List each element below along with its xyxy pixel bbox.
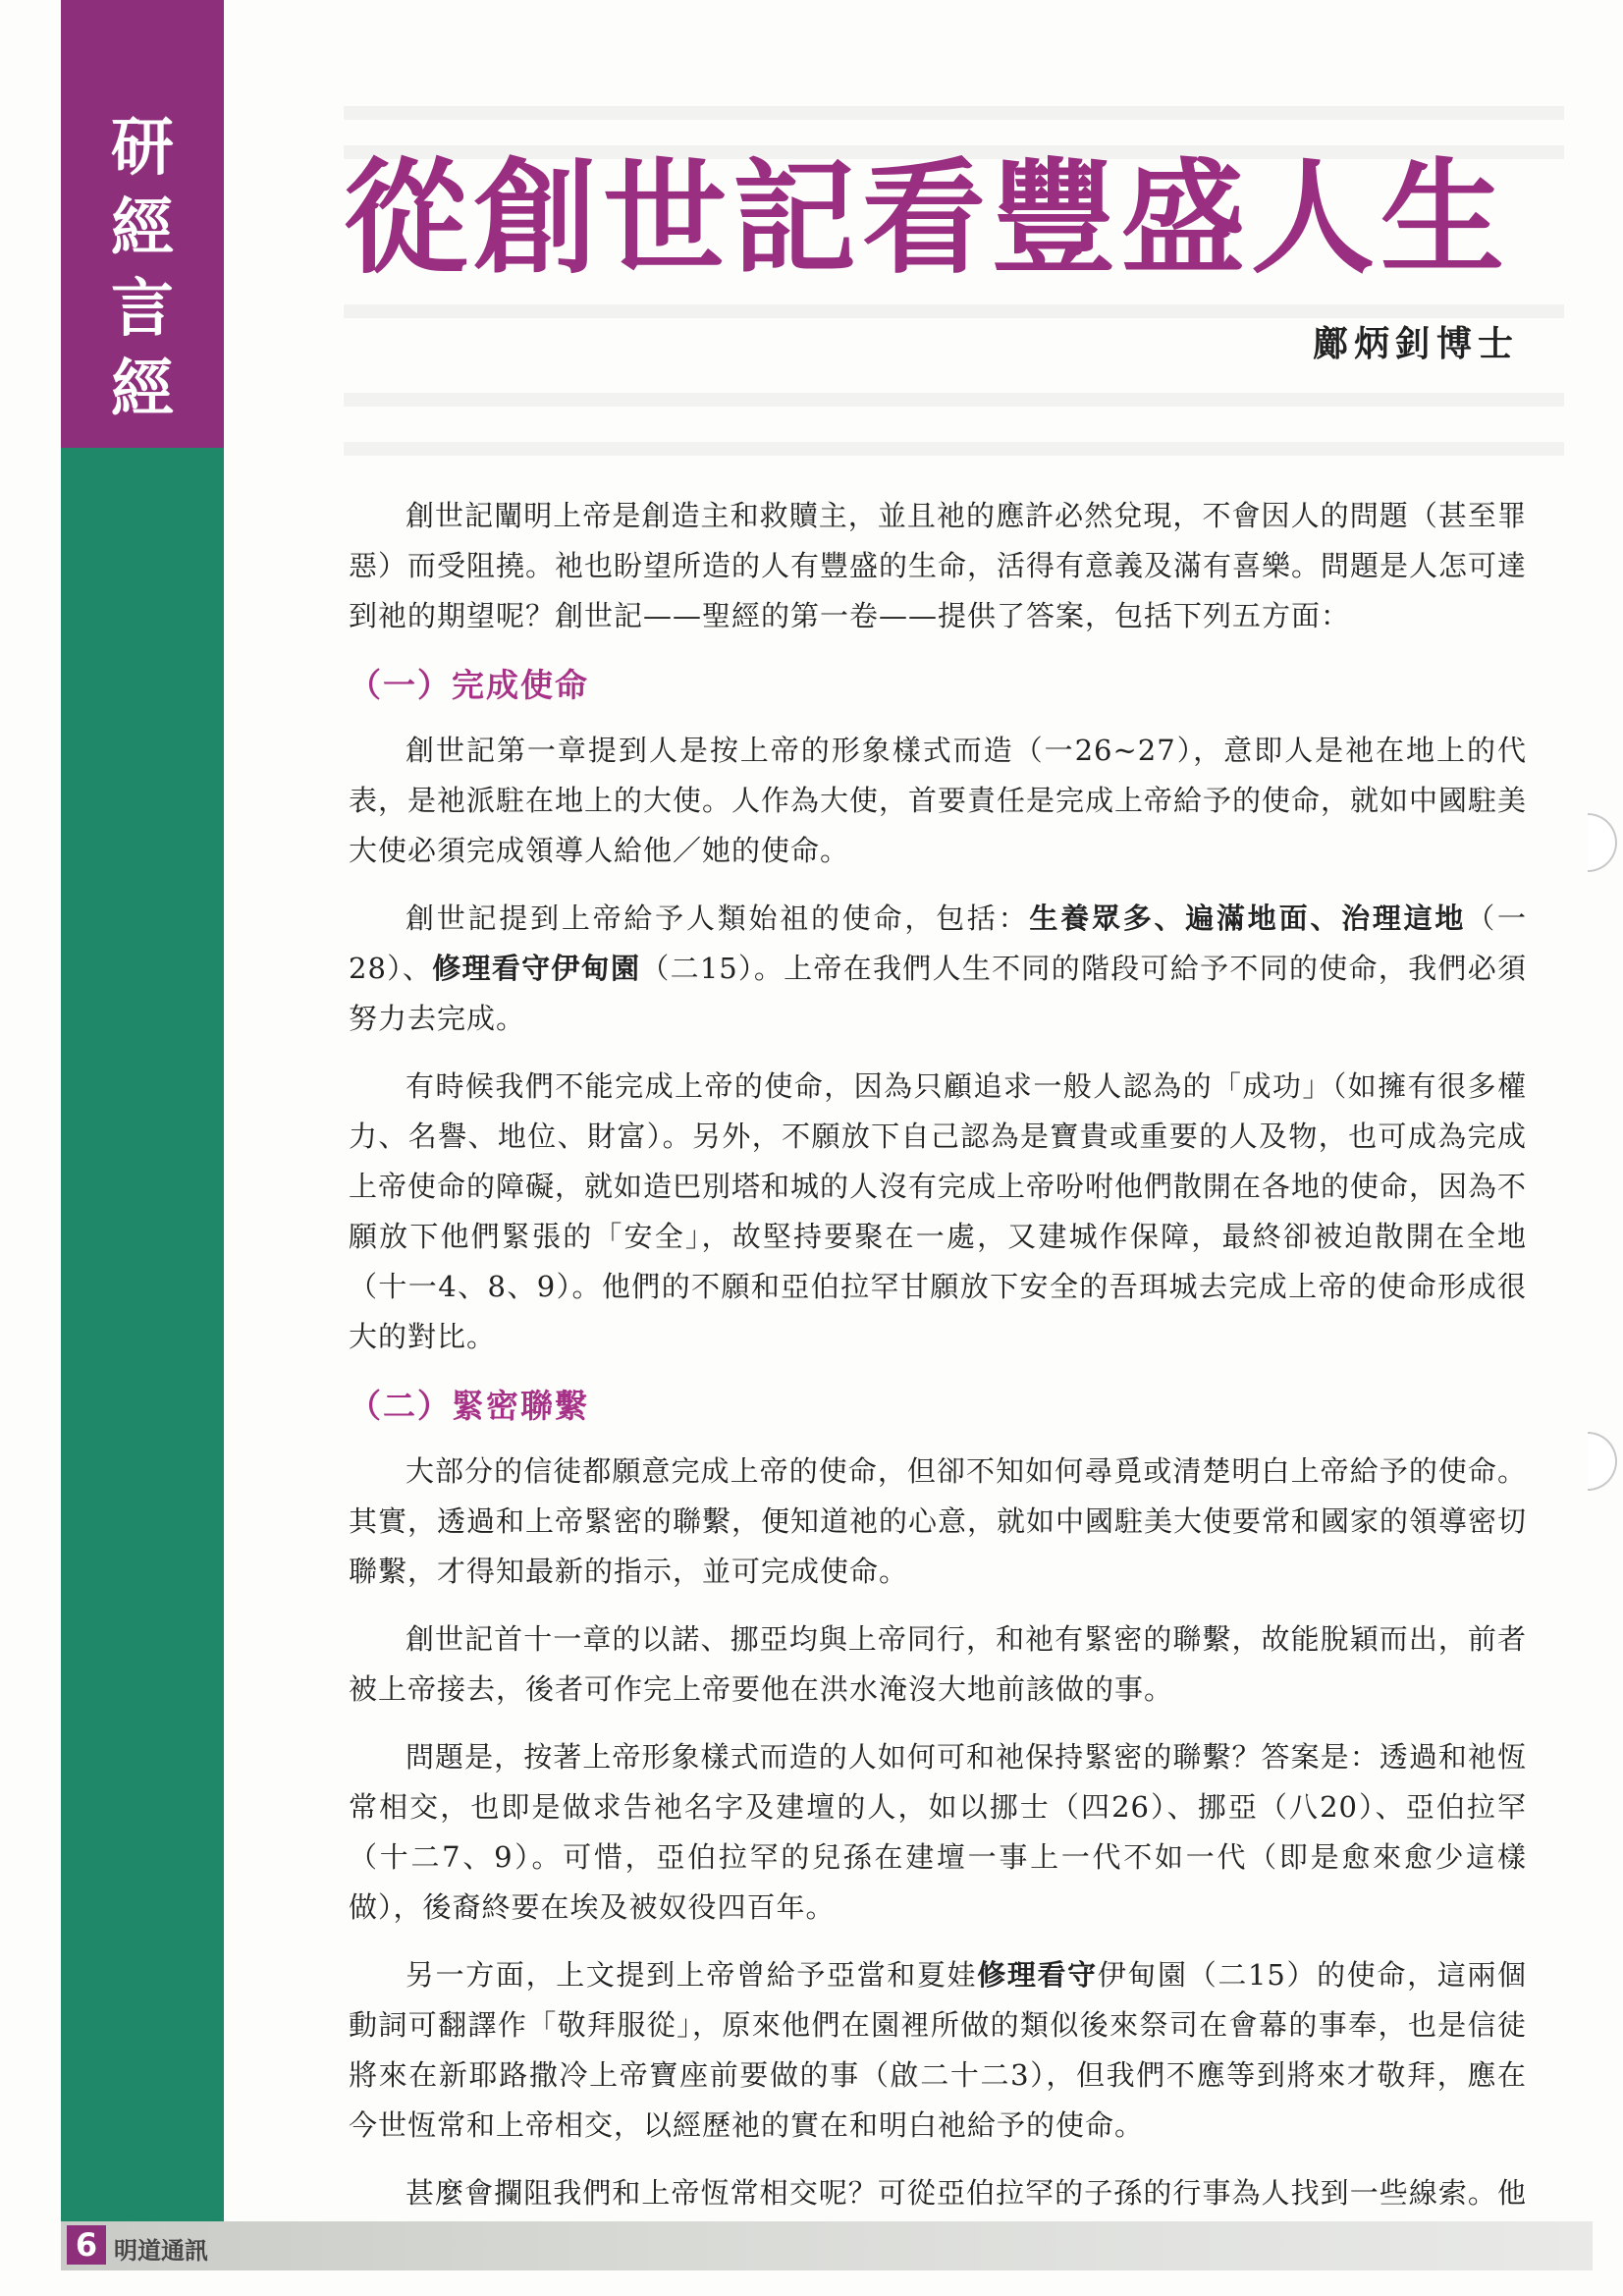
text-run: 另一方面，上文提到上帝曾給予亞當和夏娃 <box>406 1958 978 1992</box>
article-author: 鄺炳釗博士 <box>1312 323 1519 364</box>
body-paragraph: 有時候我們不能完成上帝的使命，因為只顧追求一般人認為的「成功」（如擁有很多權力、名譽、地位、財富）。另外，不願放下自己認為是寶貴或重要的人及物，也可成為完成上帝使命的障礙，就如造巴別塔和城的人沒有完成上帝吩咐他們散開在各地的使命，因為不願放下他們緊張的「安全」，故堅持要聚在一處，又建城作保障，最終卻被迫散開在全地（十一4、8、9）。他們的不願和亞伯拉罕甘願放下安全的吾珥城去完成上帝的使命形成很大的對比。 <box>349 1069 1528 1353</box>
bleed-through-line <box>344 393 1564 407</box>
punch-hole <box>1588 1432 1617 1491</box>
article-body <box>349 491 1527 2286</box>
body-paragraph: 創世記首十一章的以諾、挪亞均與上帝同行，和祂有緊密的聯繫，故能脫穎而出，前者被上帝接去，後者可作完上帝要他在洪水淹沒大地前該做的事。 <box>349 1622 1527 1706</box>
section-label-char: 經 <box>111 353 174 426</box>
intro-paragraph: 創世記闡明上帝是創造主和救贖主，並且祂的應許必然兌現，不會因人的問題（甚至罪惡）而受阻撓。祂也盼望所造的人有豐盛的生命，活得有意義及滿有喜樂。問題是人怎可達到祂的期望呢？創世記——聖經的第一卷——提供了答案，包括下列五方面： <box>349 499 1528 632</box>
body-paragraph <box>349 1950 1527 2151</box>
emphasis-text: 修理看守 <box>977 1958 1098 1992</box>
section-label-char: 經 <box>111 191 174 265</box>
text-run: 伊甸園（二15）的使命，這兩個動詞可翻譯作「敬拜服從」，原來他們在園裡所做的類似後來祭司在會幕的事奉，也是信徒將來在新耶路撒冷上帝寶座前要做的事（啟二十二3），但我們不應等到將來才敬拜，應在今世恆常和上帝相交，以經歷祂的實在和明白祂給予的使命。 <box>349 1958 1527 2142</box>
sidebar-bottom-band <box>61 448 224 2225</box>
text-run: （一28）、 <box>349 902 1527 985</box>
section-label-char: 言 <box>111 272 174 346</box>
text-run: 創世記提到上帝給予人類始祖的使命，包括： <box>406 902 1030 935</box>
footer-strip <box>61 2221 1593 2270</box>
bleed-through-line <box>344 106 1564 120</box>
article-title: 從創世記看豐盛人生 <box>344 146 1510 291</box>
section-heading: （一）完成使命 <box>349 666 589 704</box>
section-label-char: 研 <box>111 111 174 185</box>
section-label <box>61 108 224 430</box>
body-paragraph: 問題是，按著上帝形象樣式而造的人如何可和祂保持緊密的聯繫？答案是：透過和祂恆常相交，也即是做求告祂名字及建壇的人，如以挪士（四26）、挪亞（八20）、亞伯拉罕（十二7、9）。可惜，亞伯拉罕的兒孫在建壇一事上一代不如一代（即是愈來愈少這樣做），後裔終要在埃及被奴役四百年。 <box>349 1740 1527 1924</box>
body-paragraph: 大部分的信徒都願意完成上帝的使命，但卻不知如何尋覓或清楚明白上帝給予的使命。其實，透過和上帝緊密的聯繫，便知道祂的心意，就如中國駐美大使要常和國家的領導密切聯繫，才得知最新的指示，並可完成使命。 <box>349 1454 1528 1588</box>
magazine-name: 明道通訊 <box>114 2236 208 2265</box>
emphasis-text: 修理看守伊甸園 <box>432 952 641 985</box>
bleed-through-line <box>344 442 1564 456</box>
punch-hole <box>1588 813 1617 872</box>
text-run: （二15）。上帝在我們人生不同的階段可給予不同的使命，我們必須努力去完成。 <box>349 952 1527 1035</box>
body-paragraph: 創世記第一章提到人是按上帝的形象樣式而造（一26~27），意即人是祂在地上的代表，是祂派駐在地上的大使。人作為大使，首要責任是完成上帝給予的使命，就如中國駐美大使必須完成領導人給他／她的使命。 <box>349 734 1528 867</box>
emphasis-text: 生養眾多、遍滿地面、治理這地 <box>1029 902 1467 935</box>
body-paragraph <box>349 894 1527 1044</box>
body-paragraph: 甚麼會攔阻我們和上帝恆常相交呢？可從亞伯拉罕的子孫的行事為人找到一些線索。他 <box>406 2176 1527 2210</box>
page-number: 6 <box>67 2225 106 2265</box>
section-heading: （二）緊密聯繫 <box>349 1387 589 1425</box>
